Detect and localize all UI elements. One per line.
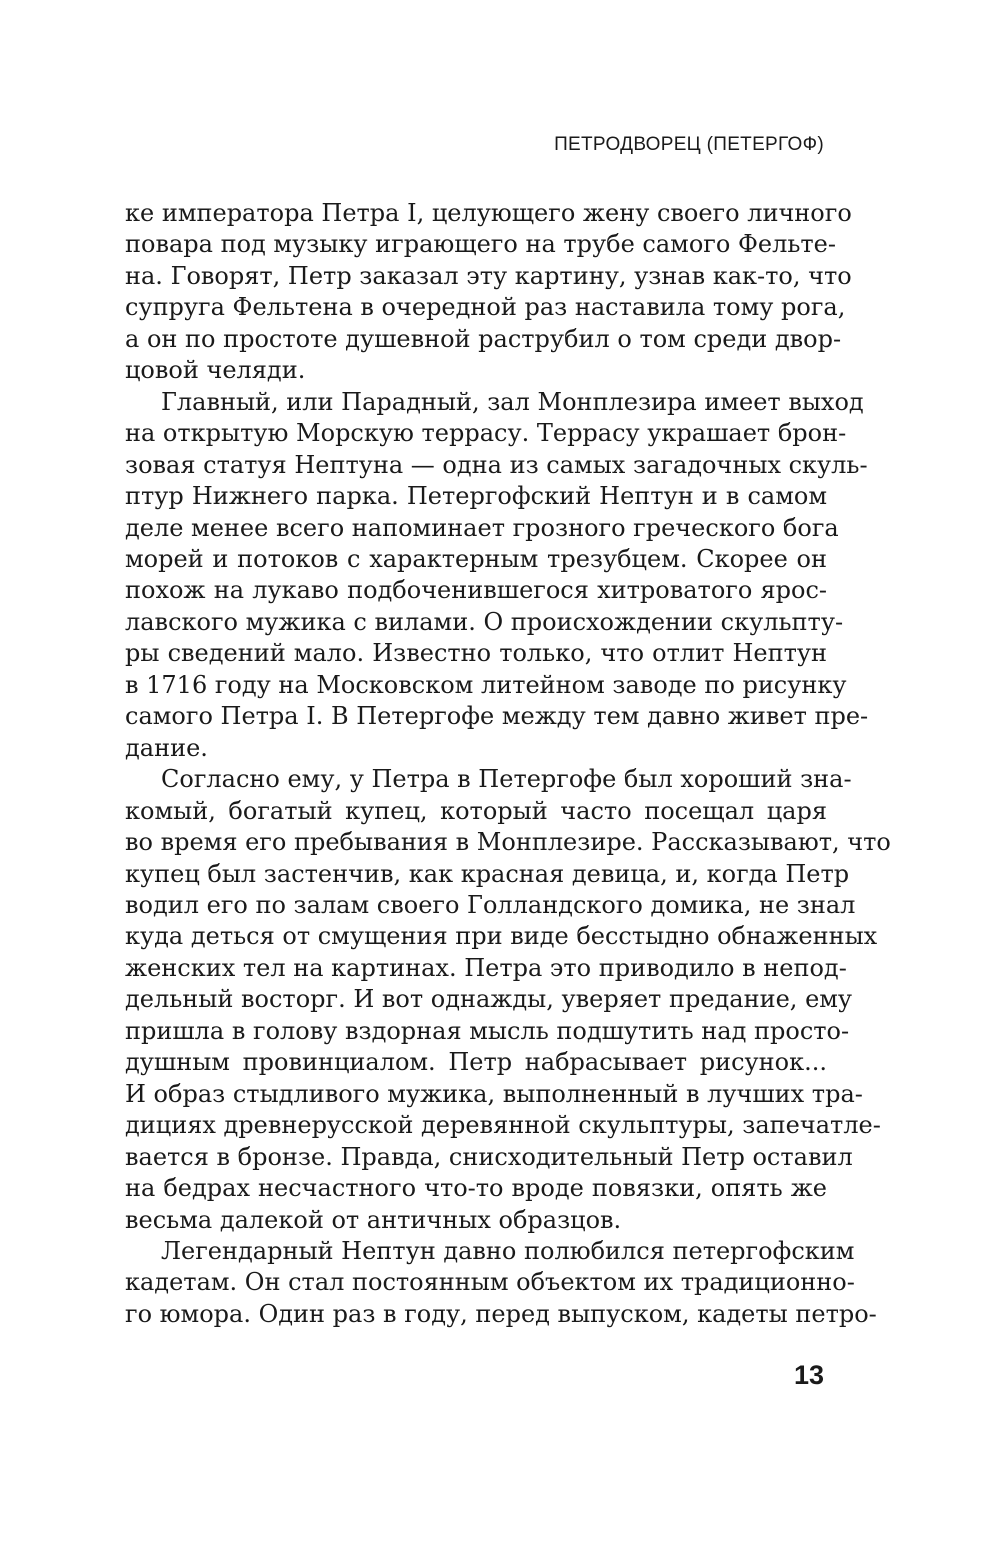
text-line: в 1716 году на Московском литейном заводе по рисунку (125, 670, 847, 699)
text-line: а он по простоте душевной раструбил о том среди двор- (125, 324, 842, 353)
text-line: купец был застенчив, как красная девица, и, когда Петр (125, 859, 850, 888)
paragraph (125, 387, 869, 764)
text-line: водил его по залам своего Голландского домика, не знал (125, 890, 856, 919)
text-line: го юмора. Один раз в году, перед выпуском, кадеты петро- (125, 1299, 877, 1328)
text-line: супруга Фельтена в очередной раз наставила тому рога, (125, 293, 846, 322)
text-line: кадетам. Он стал постоянным объектом их традиционно- (125, 1268, 855, 1297)
text-line: похож на лукаво подбоченившегося хитроватого ярос- (125, 576, 827, 605)
paragraph (125, 1236, 877, 1330)
text-line: дание. (125, 733, 208, 762)
body-text (125, 198, 891, 1330)
text-line: женских тел на картинах. Петра это приводило в непод- (125, 953, 847, 982)
text-line: ры сведений мало. Известно только, что отлит Нептун (125, 639, 827, 668)
text-line: комый, богатый купец, который часто посещал царя (125, 796, 827, 825)
text-line: И образ стыдливого мужика, выполненный в лучших тра- (125, 1079, 863, 1108)
text-line: деле менее всего напоминает грозного греческого бога (125, 513, 839, 542)
text-line: пришла в голову вздорная мысль подшутить над просто- (125, 1016, 850, 1045)
text-line: самого Петра I. В Петергофе между тем давно живет пре- (125, 702, 869, 731)
paragraph (125, 198, 852, 387)
paragraph (125, 764, 891, 1236)
page-number: 13 (793, 1360, 824, 1390)
text-line: морей и потоков с характерным трезубцем. Скорее он (125, 544, 827, 573)
text-line: Главный, или Парадный, зал Монплезира имеет выход (161, 387, 864, 416)
text-line: дициях древнерусской деревянной скульптуры, запечатле- (125, 1111, 881, 1140)
text-line: ке императора Петра I, целующего жену своего личного (125, 199, 852, 227)
text-line: душным провинциалом. Петр набрасывает рисунок... (125, 1048, 827, 1077)
text-line: цовой челяди. (125, 356, 306, 385)
text-line: куда деться от смущения при виде бесстыдно обнаженных (125, 922, 878, 951)
text-line: весьма далекой от античных образцов. (125, 1205, 622, 1234)
running-head: ПЕТРОДВОРЕЦ (ПЕТЕРГОФ) (554, 134, 824, 155)
text-line: птур Нижнего парка. Петергофский Нептун и в самом (125, 482, 827, 511)
text-line: во время его пребывания в Монплезире. Рассказывают, что (125, 828, 891, 857)
text-line: повара под музыку играющего на трубе самого Фельте- (125, 230, 836, 259)
text-line: Согласно ему, у Петра в Петергофе был хороший зна- (161, 765, 852, 794)
text-line: дельный восторг. И вот однажды, уверяет предание, ему (125, 985, 853, 1014)
text-line: на бедрах несчастного что-то вроде повязки, опять же (125, 1174, 827, 1203)
text-line: Легендарный Нептун давно полюбился петергофским (161, 1236, 855, 1265)
text-line: лавского мужика с вилами. О происхождении скульпту- (125, 607, 844, 636)
text-line: на открытую Морскую террасу. Террасу украшает брон- (125, 419, 847, 448)
text-line: вается в бронзе. Правда, снисходительный Петр оставил (125, 1142, 853, 1171)
text-line: на. Говорят, Петр заказал эту картину, узнав как-то, что (125, 261, 852, 290)
text-line: зовая статуя Нептуна — одна из самых загадочных скуль- (125, 450, 868, 479)
